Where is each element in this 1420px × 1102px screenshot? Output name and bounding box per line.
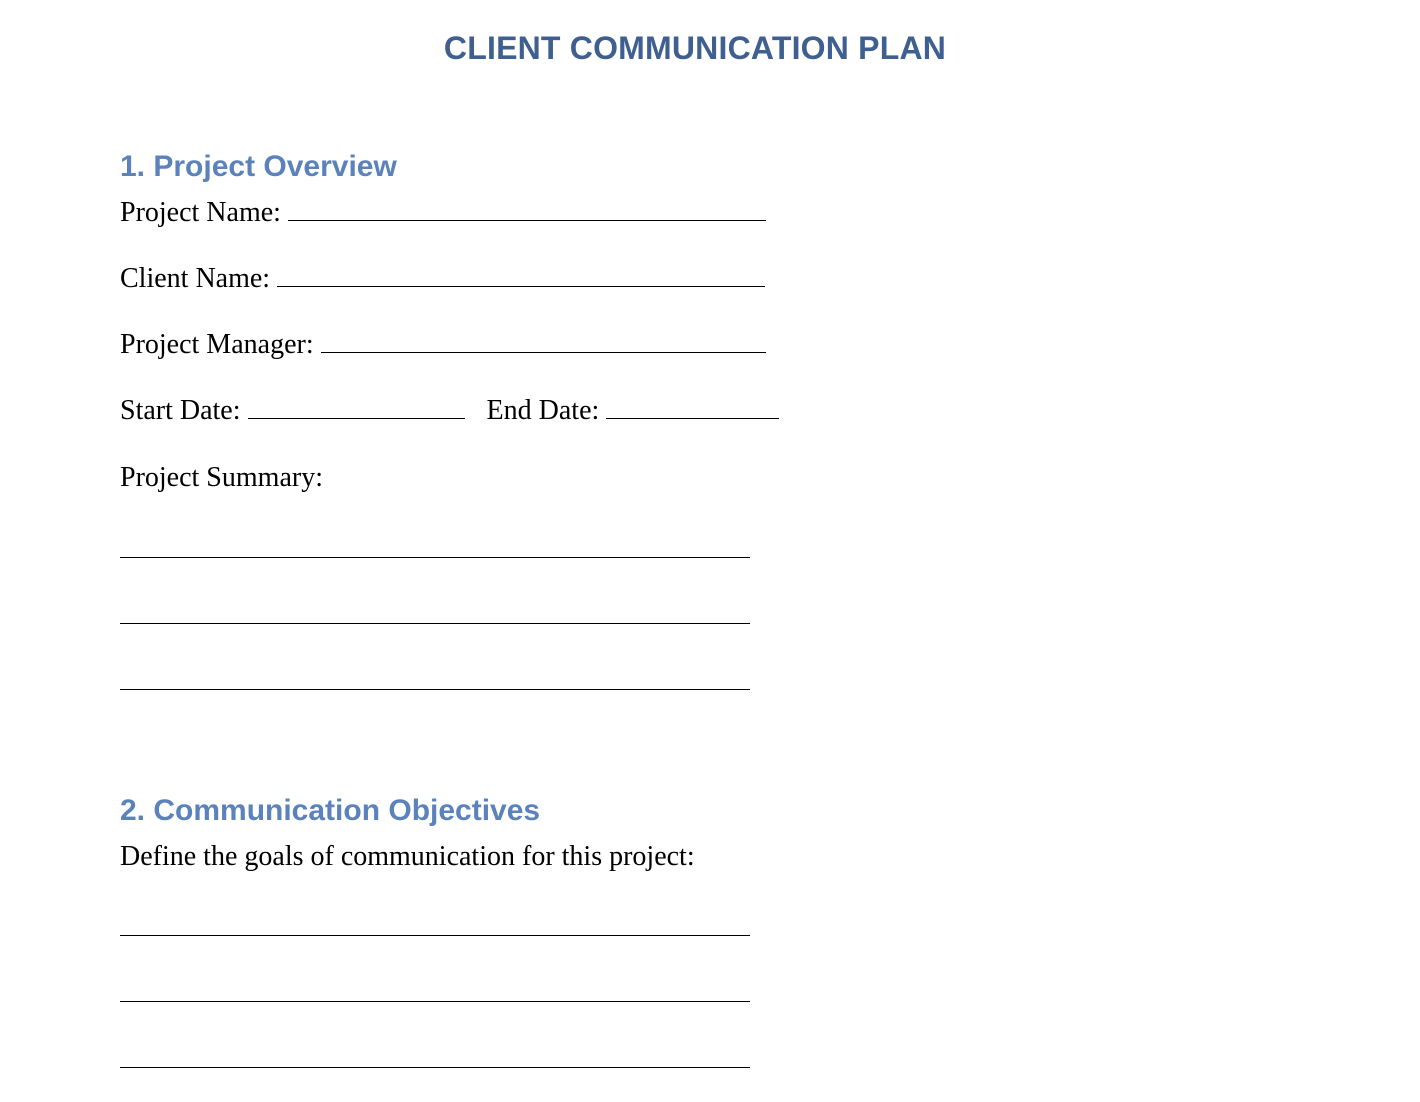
- section-heading-communication-objectives: 2. Communication Objectives: [120, 794, 541, 827]
- dates-row: [120, 394, 779, 428]
- section-heading-project-overview: 1. Project Overview: [120, 150, 397, 183]
- project-summary-line[interactable]: [120, 557, 750, 558]
- project-name-field[interactable]: [288, 196, 766, 221]
- client-name-field[interactable]: [277, 262, 765, 287]
- objectives-prompt: Define the goals of communication for this project:: [120, 841, 695, 872]
- end-date-field[interactable]: [606, 394, 779, 419]
- project-manager-row: [120, 328, 766, 362]
- document-title: CLIENT COMMUNICATION PLAN: [443, 30, 947, 66]
- client-name-label: Client Name:: [120, 263, 271, 294]
- objectives-line[interactable]: [120, 1001, 750, 1002]
- start-date-field[interactable]: [248, 394, 465, 419]
- project-summary-label: Project Summary:: [120, 462, 323, 493]
- project-summary-line[interactable]: [120, 689, 750, 690]
- project-manager-label: Project Manager:: [120, 329, 314, 360]
- project-name-label: Project Name:: [120, 197, 281, 228]
- client-name-row: [120, 262, 765, 296]
- objectives-line[interactable]: [120, 1067, 750, 1068]
- start-date-label: Start Date:: [120, 395, 241, 426]
- project-manager-field[interactable]: [321, 328, 766, 353]
- project-summary-line[interactable]: [120, 623, 750, 624]
- objectives-line[interactable]: [120, 935, 750, 936]
- project-name-row: [120, 196, 766, 230]
- end-date-label: End Date:: [486, 395, 600, 426]
